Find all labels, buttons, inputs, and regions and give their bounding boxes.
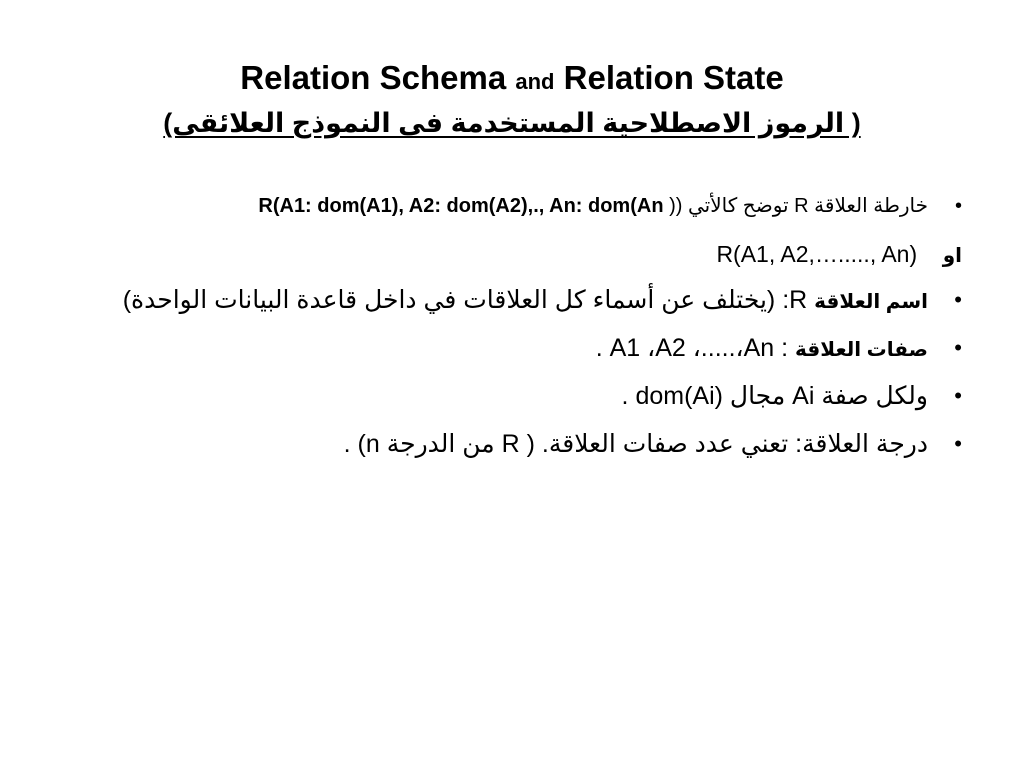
attributes-text: : A1 ،A2 ،.....،An . — [595, 334, 789, 362]
relation-name-label: اسم العلاقة — [814, 291, 928, 313]
bullet-item-attributes — [62, 326, 962, 374]
title-and: and — [515, 69, 555, 94]
schema-short-formula: R(A1, A2,…....., An) — [716, 241, 918, 267]
title-arabic: ( الرموز الاصطلاحية المستخدمة فى النموذج العلائقى) — [163, 108, 861, 138]
bullet-item-relation-schema — [62, 188, 962, 234]
bullet-list — [62, 188, 962, 470]
domain-text: ولكل صفة Ai مجال dom(Ai) . — [621, 382, 928, 410]
bullet-marker: • — [954, 195, 962, 217]
or-label: او — [942, 245, 962, 267]
relation-name-text: R: (يختلف عن أسماء كل العلاقات في داخل قاعدة البيانات الواحدة) — [122, 286, 808, 314]
bullet-marker: • — [954, 335, 962, 360]
title-english — [0, 58, 1024, 102]
title-part-schema: Relation Schema — [240, 59, 507, 96]
bullet-item-domain — [62, 374, 962, 422]
bullet-item-degree — [62, 422, 962, 470]
bullet-text-arabic: خارطة العلاقة R توضح كالأتي (( — [669, 195, 928, 217]
title-part-state: Relation State — [563, 59, 784, 96]
bullet-item-relation-name — [62, 278, 962, 326]
slide-title — [0, 58, 1024, 140]
bullet-marker: • — [954, 383, 962, 408]
attributes-label: صفات العلاقة — [795, 339, 928, 361]
bullet-marker: • — [954, 431, 962, 456]
bullet-item-or — [62, 234, 962, 278]
schema-formula: R(A1: dom(A1), A2: dom(A2),., An: dom(An — [258, 195, 664, 217]
bullet-marker: • — [954, 287, 962, 312]
degree-text: درجة العلاقة: تعني عدد صفات العلاقة. ( R من الدرجة n) . — [343, 430, 928, 458]
